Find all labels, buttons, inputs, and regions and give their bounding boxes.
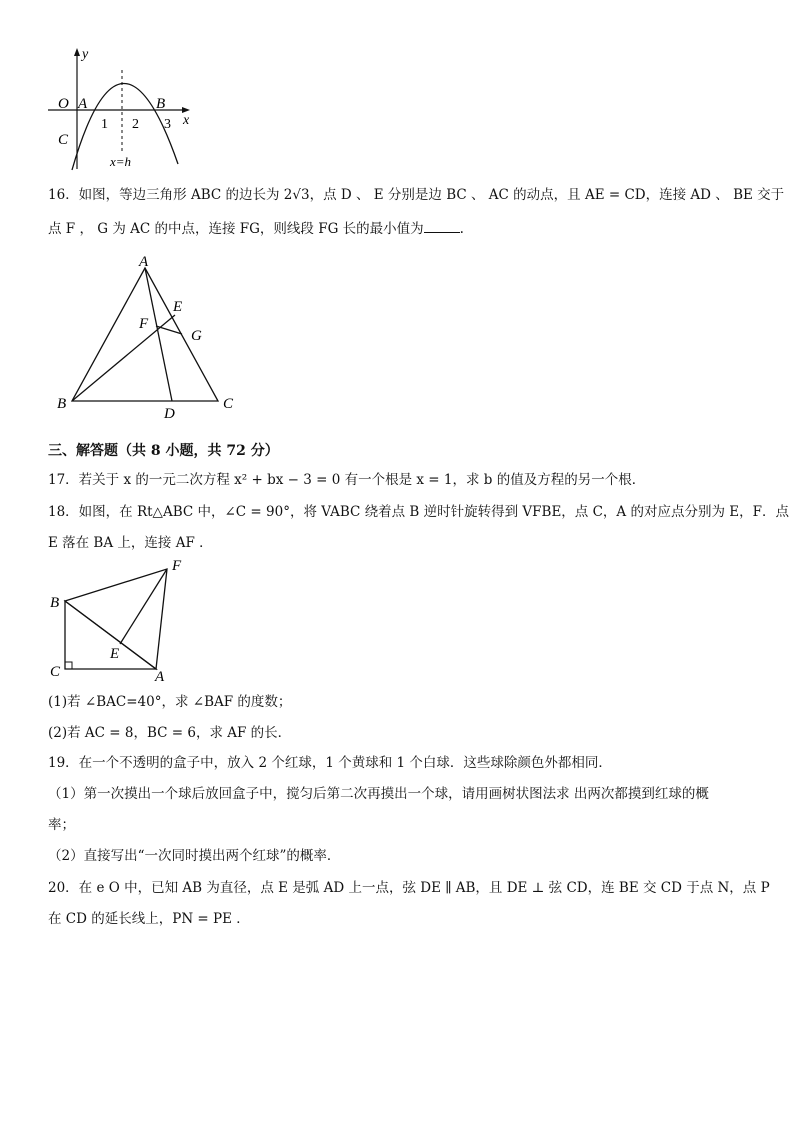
- tick-2: 2: [132, 117, 139, 132]
- label-f: F: [139, 316, 149, 332]
- q18-line1: 18．如图，在 Rt△ABC 中，∠C = 90°，将 VABC 绕着点 B 逆时针旋转得到 VFBE，点 C，A 的对应点分别为 E，F．点: [48, 504, 789, 520]
- label-c: C: [58, 132, 69, 148]
- label-g: G: [191, 328, 202, 344]
- segment-ad: [145, 268, 172, 401]
- label-x-equals-h: x=h: [110, 154, 132, 169]
- label-a: A: [78, 96, 88, 112]
- label-d: D: [164, 406, 175, 422]
- q16-end: .: [459, 221, 464, 237]
- q16-number: 16: [48, 187, 66, 203]
- y-axis-arrow: [74, 48, 80, 56]
- parabola-figure: [44, 44, 204, 174]
- q16-line1: [48, 185, 784, 205]
- q19-line3: 率；: [48, 817, 75, 833]
- q18-line2: E 落在 BA 上，连接 AF ．: [48, 535, 213, 551]
- label-f: F: [172, 558, 182, 574]
- label-a: A: [139, 254, 149, 270]
- label-e: E: [173, 299, 183, 315]
- q19-line4: （2）直接写出“一次同时摸出两个红球”的概率．: [48, 848, 341, 864]
- answer-blank: [424, 220, 460, 233]
- q20-line2: 在 CD 的延长线上，PN = PE ．: [48, 911, 250, 927]
- tick-3: 3: [164, 117, 171, 132]
- q19-line2: （1）第一次摸出一个球后放回盒子中，搅匀后第二次再摸出一个球，请用画树状图法求 出两次都摸到红球的概: [48, 786, 709, 802]
- label-b: B: [57, 396, 67, 412]
- label-o: O: [58, 96, 69, 112]
- label-c: C: [50, 664, 61, 680]
- label-b: B: [50, 595, 60, 611]
- right-angle-mark: [65, 662, 72, 669]
- rotation-figure: [44, 555, 194, 685]
- q20-line1: 20．在 e O 中，已知 AB 为直径，点 E 是弧 AD 上一点，弦 DE ∥ AB，且 DE ⊥ 弦 CD，连 BE 交 CD 于点 N，点 P: [48, 880, 770, 896]
- label-x: x: [183, 113, 190, 128]
- q16-text-1: ．如图，等边三角形 ABC 的边长为 2√3，点 D 、 E 分别是边 BC 、 AC 的动点，且 AE = CD，连接 AD 、 BE 交于: [65, 187, 785, 203]
- label-b: B: [156, 96, 166, 112]
- q16-line2: [48, 219, 464, 239]
- triangle-figure: [48, 250, 248, 425]
- q16-text-2: 点 F ， G 为 AC 的中点，连接 FG，则线段 FG 长的最小值为: [48, 221, 424, 237]
- label-e: E: [110, 646, 120, 662]
- label-a: A: [155, 669, 165, 685]
- segment-be: [72, 315, 175, 401]
- label-y: y: [82, 47, 89, 62]
- q18-sub1: (1)若 ∠BAC=40°，求 ∠BAF 的度数；: [48, 694, 292, 710]
- q17-text: 17．若关于 x 的一元二次方程 x² + bx − 3 = 0 有一个根是 x = 1，求 b 的值及方程的另一个根．: [48, 472, 646, 488]
- q19-line1: 19．在一个不透明的盒子中，放入 2 个红球，1 个黄球和 1 个白球．这些球除颜色外都相同．: [48, 755, 612, 771]
- section-heading: 三、解答题（共 8 小题，共 72 分）: [48, 443, 279, 459]
- tick-1: 1: [101, 117, 108, 132]
- q18-sub2: (2)若 AC = 8，BC = 6，求 AF 的长．: [48, 725, 292, 741]
- label-c: C: [223, 396, 234, 412]
